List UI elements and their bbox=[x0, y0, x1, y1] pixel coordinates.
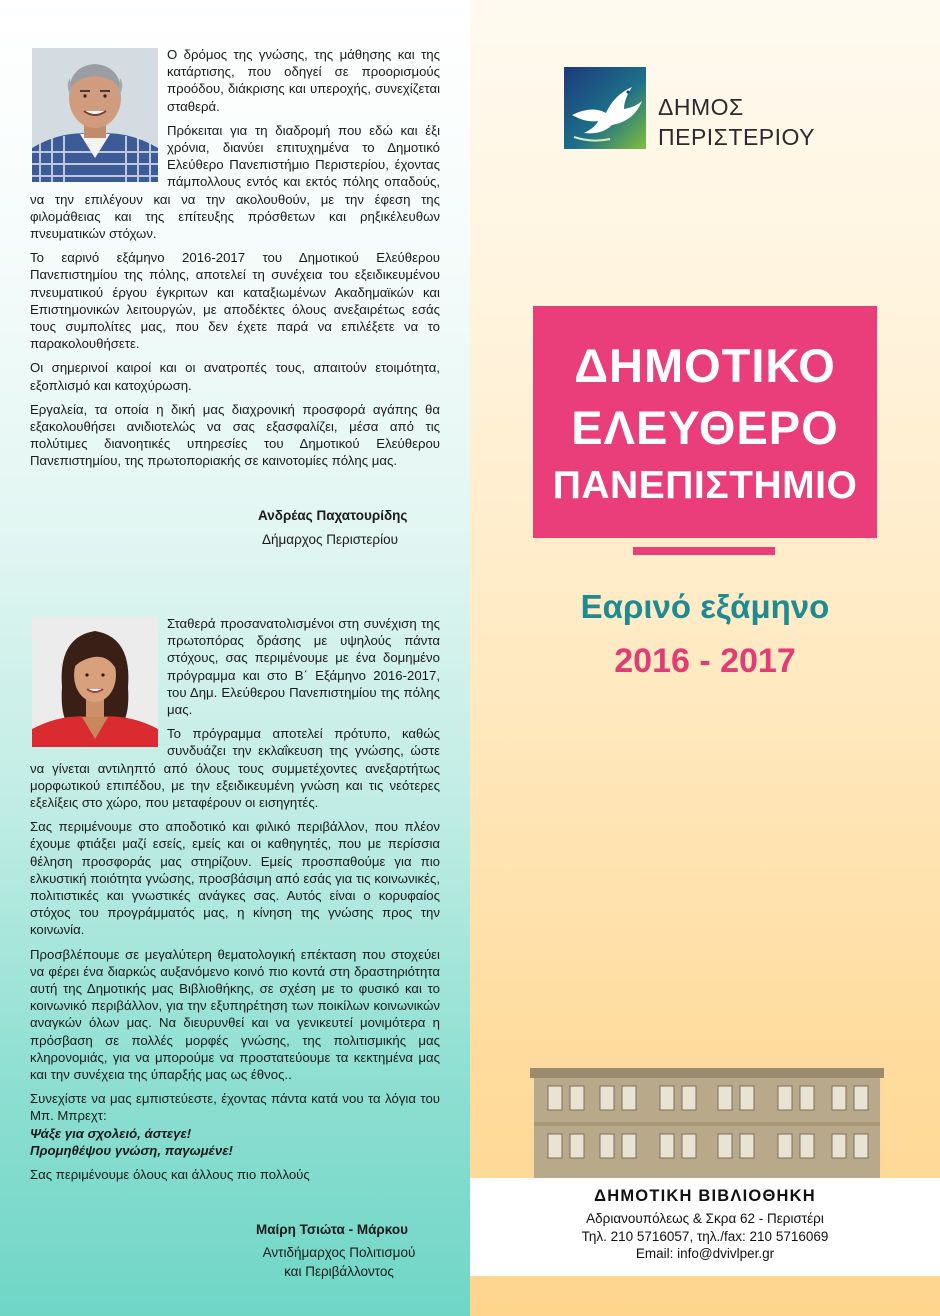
mayor-paragraph-1: Ο δρόμος της γνώσης, της μάθησης και της κατάρτισης, που οδηγεί σε προορισμούς προόδου, διάκρισης και υπεροχής, συνεχίζεται σταθερά. bbox=[167, 47, 440, 114]
deputy-role-line-1: Αντιδήμαρχος Πολιτισμού bbox=[262, 1245, 416, 1260]
library-address: Αδριανουπόλεως & Σκρα 62 - Περιστέρι bbox=[586, 1211, 824, 1226]
academic-years: 2016 - 2017 bbox=[614, 642, 796, 680]
deputy-name: Μαίρη Τσιώτα - Μάρκου bbox=[256, 1222, 408, 1237]
title-box bbox=[533, 306, 877, 538]
right-panel bbox=[470, 0, 940, 1316]
mayor-paragraph-3: Το εαρινό εξάμηνο 2016-2017 του Δημοτικού Ελεύθερου Πανεπιστημίου της πόλης, αποτελεί τη συνέχεια του εξειδικευμένου πνευματικού έργου έγκριτων και καταξιωμένων Ακαδημαϊκών και Επιστημονικών λειτουργών, με αποδέκτες όλους ανεξαιρέτως εσάς τους συμπολίτες μας, που δεν έχετε παρά να επιλέξετε να το παρακολουθήσετε. bbox=[30, 250, 440, 352]
deputy-paragraph-3: Σας περιμένουμε στο αποδοτικό και φιλικό περιβάλλον, που πλέον έχουμε φτιάξει μαζί εσείς, εμείς και οι καθηγητές, που με περίσσια θέληση προσφοράς μας στηρίζουν. Εμείς προσπαθούμε για πιο ελκυστική ποιότητα γνώσης, προσβάσιμη από εσάς για τις κοινωνικές, πολιτιστικές και γνωστικές ανάγκες σας. Αυτός είναι ο κορυφαίος στόχος του προγράμματός μας, η κίνηση της γνώσης προς την κοινωνία. bbox=[30, 819, 440, 938]
deputy-paragraph-2: Το πρόγραμμα αποτελεί πρότυπο, καθώς συνδυάζει την εκλαΐκευση της γνώσης, ώστε να γίνεται αντιληπτό από όλους τους συμμετέχοντες ανεξαρτήτως μορφωτικού επιπέδου, με την εξειδικευμένη γνώση και τις νεότερες εξελίξεις στο χώρο, που μεταφέρουν οι εισηγητές. bbox=[30, 726, 440, 811]
mayor-role: Δήμαρχος Περιστερίου bbox=[262, 532, 398, 547]
mayor-message bbox=[30, 46, 440, 477]
deputy-paragraph-5: Συνεχίστε να μας εμπιστεύεστε, έχοντας πάντα κατά νου τα λόγια του Μπ. Μπρεχτ: bbox=[30, 1091, 440, 1124]
brecht-quote-2: Προμηθέψου γνώση, παγωμένε! bbox=[30, 1142, 233, 1158]
deputy-message bbox=[30, 615, 440, 1190]
library-phone: Τηλ. 210 5716057, τηλ./fax: 210 5716069 bbox=[581, 1228, 829, 1244]
deputy-role-line-2: και Περιβάλλοντος bbox=[284, 1264, 394, 1279]
semester-label: Εαρινό εξάμηνο bbox=[580, 588, 830, 625]
municipality-name bbox=[658, 92, 815, 152]
library-contact-box bbox=[470, 1178, 940, 1276]
dove-logo-icon bbox=[562, 65, 648, 151]
mayor-paragraph-4: Οι σημερινοί καιροί και οι ανατροπές τους, απαιτούν ετοιμότητα, εξοπλισμό και κατοχύρωση. bbox=[30, 360, 440, 393]
mayor-paragraph-2: Πρόκειται για τη διαδρομή που εδώ και έξι χρόνια, διανύει επιτυχημένα το Δημοτικό Ελεύθερο Πανεπιστήμιο Περιστερίου, έχοντας πάμπολλους εντός και εκτός πόλης οπαδούς, να την επιλέγουν και να την ακολουθούν, με την έφεση της φιλομάθειας και της επίτευξης πρόσθετων και ρηξικέλευθων πνευματικών στόχων. bbox=[30, 122, 440, 242]
brecht-quote-1: Ψάξε για σχολειό, άστεγε! bbox=[30, 1125, 192, 1141]
library-title: ΔΗΜΟΤΙΚΗ ΒΙΒΛΙΟΘΗΚΗ bbox=[594, 1187, 816, 1205]
title-line-2: ΕΛΕΥΘΕΡΟ bbox=[571, 401, 839, 454]
deputy-paragraph-1: Σταθερά προσανατολισμένοι στη συνέχιση της πρωτοπόρας δράσης με υψηλούς πάντα στόχους, σας περιμένουμε με ένα δομημένο πρόγραμμα και στο Β΄ Εξάμηνο 2016-2017, του Δημ. Ελεύθερου Πανεπιστημίου της πόλης μας. bbox=[167, 616, 440, 718]
municipality-line-1: ΔΗΜΟΣ bbox=[658, 94, 744, 120]
mayor-name: Ανδρέας Παχατουρίδης bbox=[258, 508, 408, 523]
deputy-paragraph-4: Προσβλέπουμε σε μεγαλύτερη θεματολογική επέκταση που στοχεύει να φέρει ένα διαρκώς αυξανόμενο κοινό πιο κοντά στη δραστηριότητα αυτή της Δημοτικής μας Βιβλιοθήκης, σε σχέση με το φυσικό και το κοινωνικό περιβάλλον, για την εξυπηρέτηση των ποικίλων κοινωνικών αναγκών όλων μας. Να διευρυνθεί και να γενικευτεί μονιμότερα η πρόσβαση σε πολλές μορφές γνώσης, της πολιτισμικής μας κληρονομιάς, για να μπορούμε να προστατεύουμε τα κεκτημένα μας και την συνέχεια της ύπαρξής μας ως έθνος.. bbox=[30, 946, 440, 1083]
mayor-paragraph-5: Εργαλεία, τα οποία η δική μας διαχρονική προσφορά αγάπης θα εξακολουθήσει ανιδιοτελώς να σας εξασφαλίζει, μέσα από τις πολύτιμες διανοητικές υπηρεσίες του Δημοτικού Ελεύθερου Πανεπιστημίου, της πρωτοποριακής σε καινοτομίες πόλης μας. bbox=[30, 401, 440, 469]
municipality-line-2: ΠΕΡΙΣΤΕΡΙΟΥ bbox=[658, 124, 816, 150]
library-building-image bbox=[530, 1060, 884, 1178]
title-line-3: ΠΑΝΕΠΙΣΤΗΜΙΟ bbox=[552, 464, 858, 507]
deputy-paragraph-6: Σας περιμένουμε όλους και άλλους πιο πολλούς bbox=[30, 1167, 310, 1183]
title-line-1: ΔΗΜΟΤΙΚΟ bbox=[574, 339, 836, 392]
library-email[interactable]: Email: info@dvivlper.gr bbox=[635, 1246, 775, 1261]
title-divider bbox=[633, 547, 775, 555]
deputy-role bbox=[254, 1243, 424, 1281]
